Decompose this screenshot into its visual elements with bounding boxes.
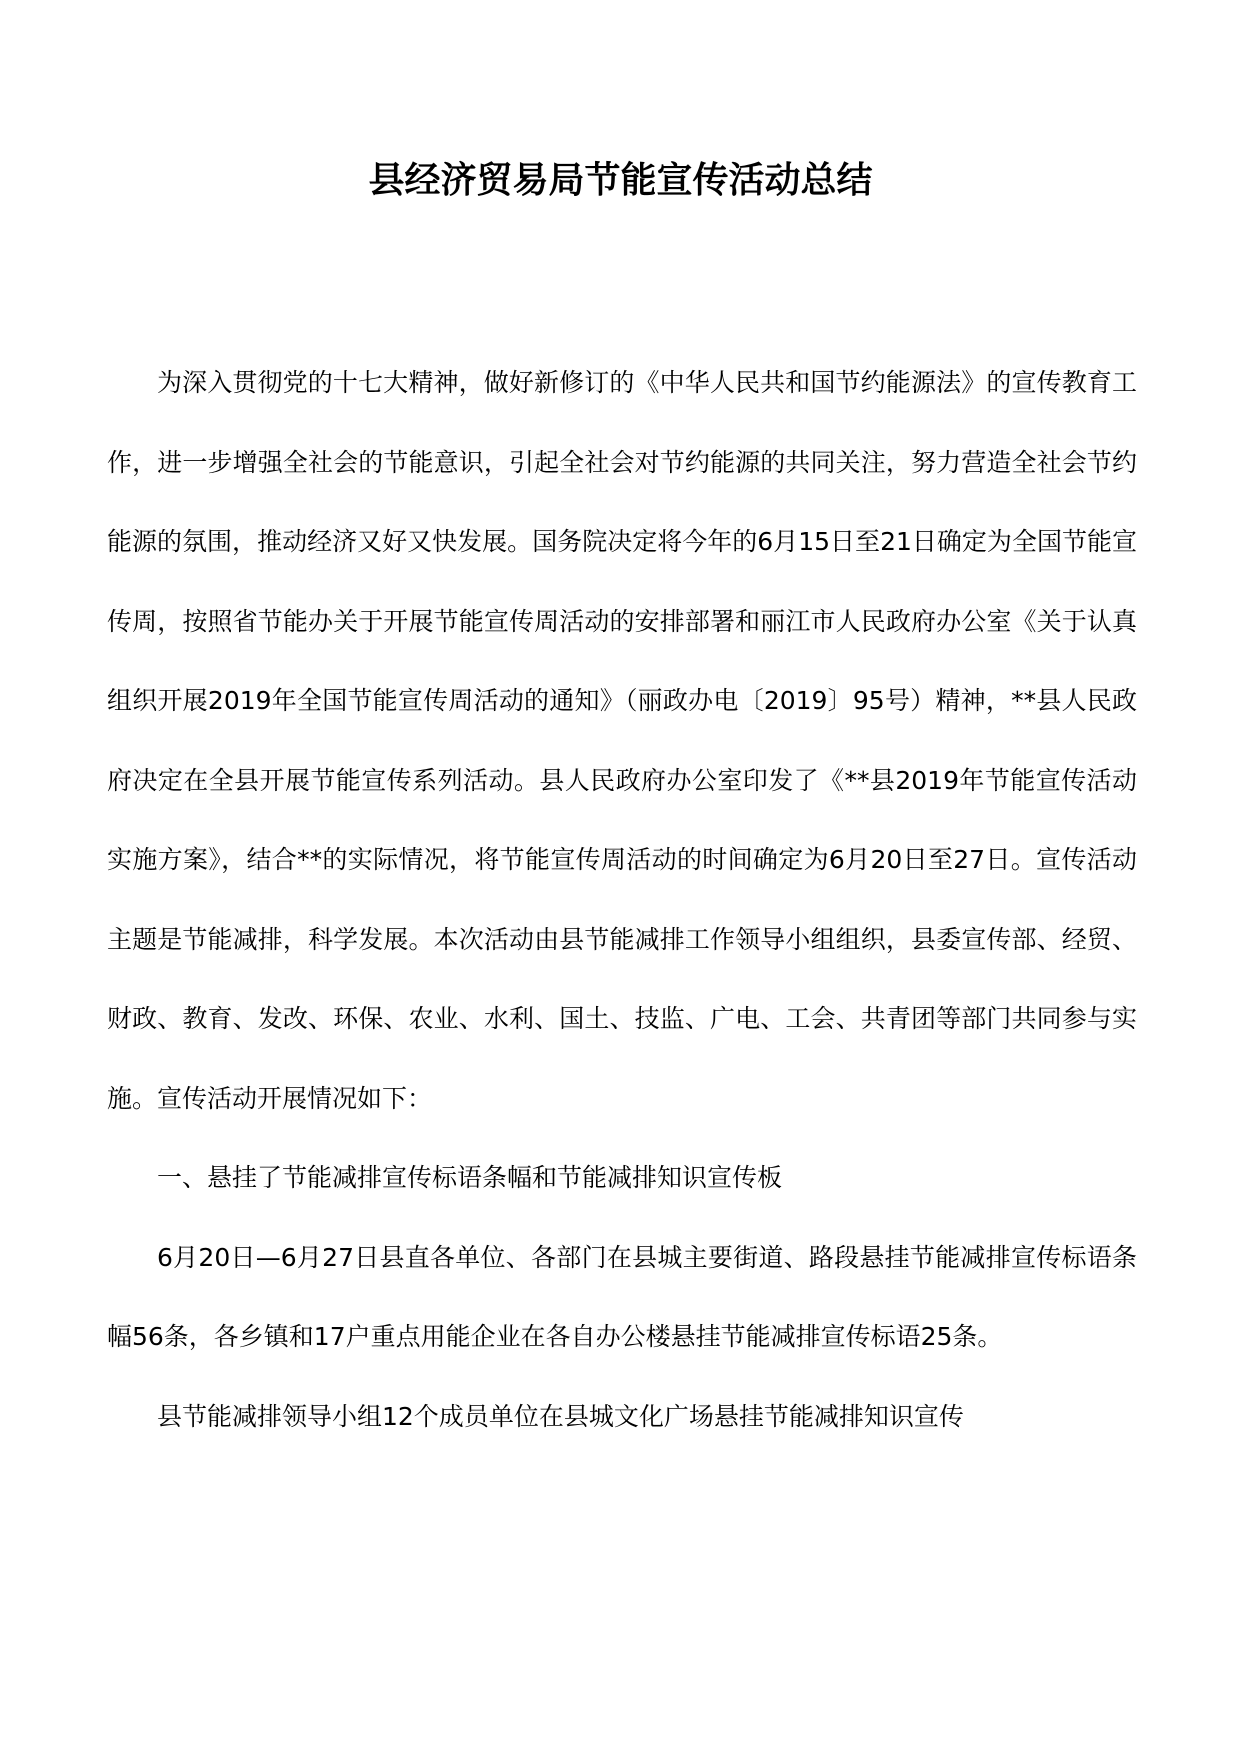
paragraph-banners: 6月20日—6月27日县直各单位、各部门在县城主要街道、路段悬挂节能减排宣传标语条幅56条，各乡镇和17户重点用能企业在各自办公楼悬挂节能减排宣传标语25条。	[107, 1242, 1137, 1351]
section-heading-1: 一、悬挂了节能减排宣传标语条幅和节能减排知识宣传板	[157, 1163, 783, 1192]
paragraph-boards: 县节能减排领导小组12个成员单位在县城文化广场悬挂节能减排知识宣传	[157, 1401, 964, 1431]
document-title: 县经济贸易局节能宣传活动总结	[368, 159, 873, 201]
document-body	[107, 343, 1137, 1456]
paragraph-intro: 为深入贯彻党的十七大精神，做好新修订的《中华人民共和国节约能源法》的宣传教育工作，进一步增强全社会的节能意识，引起全社会对节约能源的共同关注，努力营造全社会节约能源的氛围，推动经济又好又快发展。国务院决定将今年的6月15日至21日确定为全国节能宣传周，按照省节能办关于开展节能宣传周活动的安排部署和丽江市人民政府办公室《关于认真组织开展2019年全国节能宣传周活动的通知》（丽政办电〔2019〕95号）精神，**县人民政府决定在全县开展节能宣传系列活动。县人民政府办公室印发了《**县2019年节能宣传活动实施方案》，结合**的实际情况，将节能宣传周活动的时间确定为6月20日至27日。宣传活动主题是节能减排，科学发展。本次活动由县节能减排工作领导小组组织，县委宣传部、经贸、财政、教育、发改、环保、农业、水利、国土、技监、广电、工会、共青团等部门共同参与实施。宣传活动开展情况如下：	[107, 368, 1137, 1113]
